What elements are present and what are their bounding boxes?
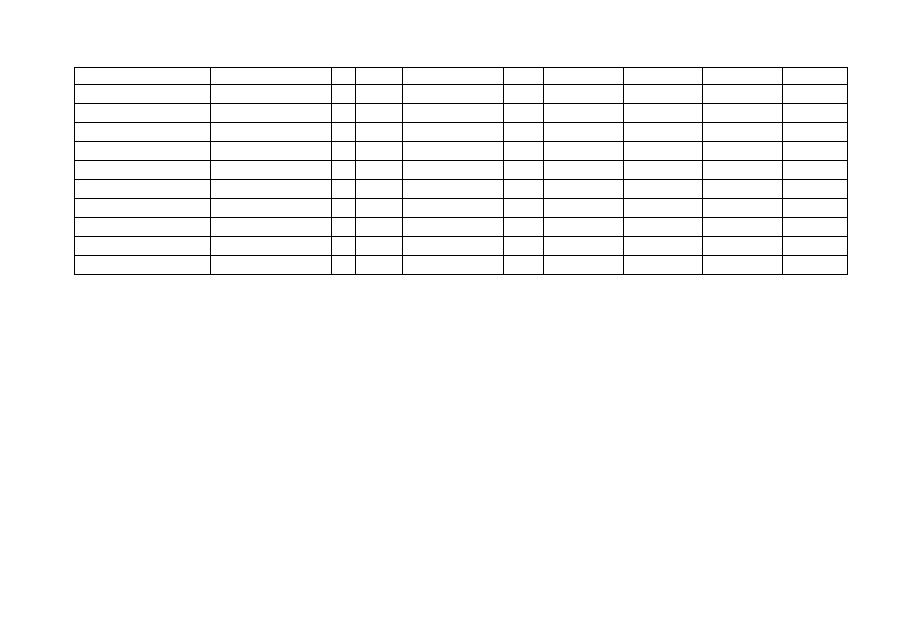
table-cell: [356, 180, 403, 199]
table-cell: [403, 68, 504, 85]
table-cell: [332, 104, 356, 123]
table-cell: [211, 161, 332, 180]
table-cell: [703, 199, 783, 218]
table-cell: [703, 256, 783, 275]
table-cell: [75, 180, 211, 199]
table-cell: [332, 123, 356, 142]
table-cell: [504, 142, 544, 161]
table-cell: [75, 256, 211, 275]
table-cell: [356, 256, 403, 275]
table-cell: [403, 218, 504, 237]
table-cell: [703, 104, 783, 123]
table-cell: [75, 142, 211, 161]
table-cell: [624, 218, 703, 237]
budget-table: [74, 67, 848, 275]
table-row: [75, 142, 848, 161]
table-cell: [783, 199, 848, 218]
table-cell: [504, 104, 544, 123]
table-cell: [703, 85, 783, 104]
table-cell: [703, 68, 783, 85]
table-cell: [211, 237, 332, 256]
table-cell: [624, 104, 703, 123]
table-cell: [75, 161, 211, 180]
table-cell: [624, 123, 703, 142]
table-cell: [332, 199, 356, 218]
table-cell: [211, 256, 332, 275]
table-row: [75, 123, 848, 142]
table-cell: [624, 199, 703, 218]
table-cell: [211, 218, 332, 237]
table-cell: [403, 142, 504, 161]
table-cell: [544, 142, 624, 161]
table-cell: [211, 104, 332, 123]
table-cell: [332, 180, 356, 199]
table-cell: [332, 218, 356, 237]
table-cell: [783, 256, 848, 275]
table-row: [75, 218, 848, 237]
table-cell: [544, 161, 624, 180]
table-row: [75, 104, 848, 123]
table-row: [75, 85, 848, 104]
table-cell: [703, 161, 783, 180]
table-cell: [75, 123, 211, 142]
table-cell: [544, 123, 624, 142]
table-cell: [624, 142, 703, 161]
table-cell: [75, 104, 211, 123]
table-cell: [703, 123, 783, 142]
table-cell: [403, 199, 504, 218]
table-cell: [783, 85, 848, 104]
table-cell: [544, 218, 624, 237]
table-cell: [504, 161, 544, 180]
table-cell: [332, 237, 356, 256]
table-cell: [703, 237, 783, 256]
table-cell: [75, 199, 211, 218]
table-cell: [783, 104, 848, 123]
table-cell: [403, 104, 504, 123]
table-cell: [624, 237, 703, 256]
table-cell: [356, 104, 403, 123]
table-header-row: [75, 68, 848, 85]
table-cell: [544, 199, 624, 218]
table-cell: [403, 161, 504, 180]
table-cell: [504, 218, 544, 237]
table-cell: [544, 68, 624, 85]
table-cell: [504, 180, 544, 199]
table-cell: [403, 237, 504, 256]
table-cell: [75, 237, 211, 256]
table-cell: [356, 218, 403, 237]
table-cell: [75, 85, 211, 104]
table-cell: [783, 237, 848, 256]
table-cell: [544, 256, 624, 275]
table-cell: [544, 85, 624, 104]
table-cell: [356, 199, 403, 218]
table-cell: [624, 180, 703, 199]
table-cell: [504, 199, 544, 218]
table-cell: [624, 68, 703, 85]
table-cell: [356, 123, 403, 142]
table-cell: [356, 142, 403, 161]
table-cell: [783, 123, 848, 142]
table-cell: [211, 68, 332, 85]
table-cell: [544, 104, 624, 123]
table-cell: [504, 85, 544, 104]
table-cell: [75, 218, 211, 237]
table-cell: [504, 123, 544, 142]
table-cell: [356, 85, 403, 104]
table-cell: [703, 142, 783, 161]
table-cell: [332, 142, 356, 161]
table-cell: [504, 237, 544, 256]
table-row: [75, 256, 848, 275]
table-cell: [356, 161, 403, 180]
table-cell: [75, 68, 211, 85]
table-row: [75, 180, 848, 199]
table-row: [75, 199, 848, 218]
table-row: [75, 161, 848, 180]
table-cell: [624, 85, 703, 104]
table-cell: [703, 218, 783, 237]
table-cell: [332, 161, 356, 180]
table-cell: [544, 237, 624, 256]
table-cell: [356, 237, 403, 256]
table-cell: [356, 68, 403, 85]
table-cell: [783, 218, 848, 237]
table-cell: [211, 85, 332, 104]
table-cell: [403, 123, 504, 142]
table-cell: [783, 180, 848, 199]
table-cell: [332, 68, 356, 85]
table-row: [75, 237, 848, 256]
table-cell: [332, 256, 356, 275]
table-cell: [783, 161, 848, 180]
table-cell: [703, 180, 783, 199]
table-cell: [211, 123, 332, 142]
table-cell: [211, 180, 332, 199]
table-cell: [504, 256, 544, 275]
table-cell: [783, 142, 848, 161]
table-cell: [624, 161, 703, 180]
table-cell: [332, 85, 356, 104]
table-cell: [211, 199, 332, 218]
table-cell: [403, 180, 504, 199]
table-cell: [624, 256, 703, 275]
table-cell: [544, 180, 624, 199]
table-cell: [504, 68, 544, 85]
table-cell: [783, 68, 848, 85]
table-cell: [403, 256, 504, 275]
table-cell: [403, 85, 504, 104]
table-cell: [211, 142, 332, 161]
